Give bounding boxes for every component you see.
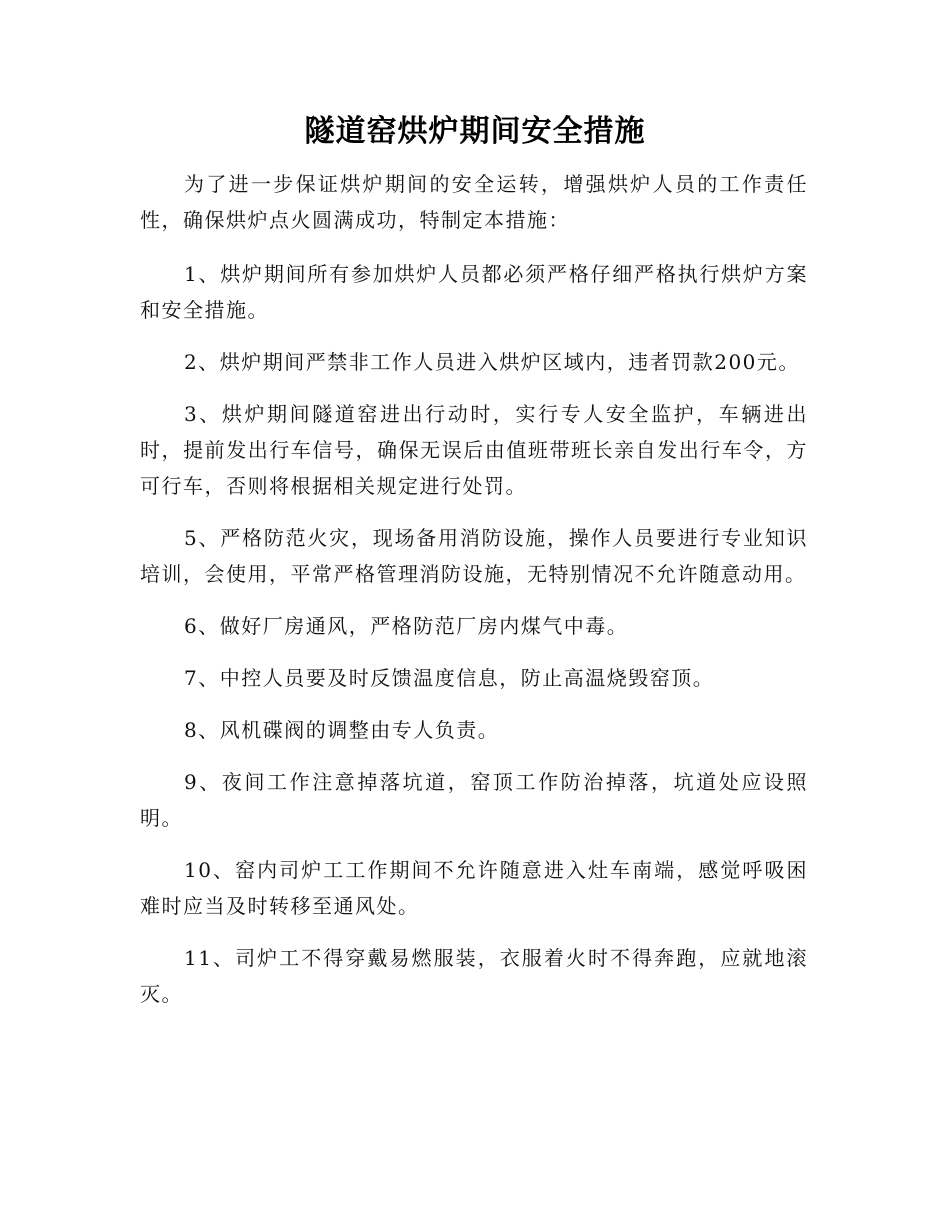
measure-item-1: 1、烘炉期间所有参加烘炉人员都必须严格仔细严格执行烘炉方案和安全措施。	[140, 262, 808, 322]
measure-item-10: 10、窑内司炉工工作期间不允许随意进入灶车南端，感觉呼吸困难时应当及时转移至通风处。	[140, 858, 808, 918]
intro-paragraph: 为了进一步保证烘炉期间的安全运转，增强烘炉人员的工作责任性，确保烘炉点火圆满成功，特制定本措施：	[140, 172, 808, 232]
measure-item-11: 11、司炉工不得穿戴易燃服装，衣服着火时不得奔跑，应就地滚灭。	[140, 946, 808, 1006]
measure-item-5: 5、严格防范火灾，现场备用消防设施，操作人员要进行专业知识培训，会使用，平常严格管理消防设施，无特别情况不允许随意动用。	[140, 526, 808, 586]
document-title: 隧道窑烘炉期间安全措施	[304, 114, 646, 149]
measure-item-7: 7、中控人员要及时反馈温度信息，防止高温烧毁窑顶。	[184, 666, 715, 690]
measure-item-8: 8、风机碟阀的调整由专人负责。	[184, 718, 500, 742]
measure-item-6: 6、做好厂房通风，严格防范厂房内煤气中毒。	[184, 614, 629, 638]
measure-item-3: 3、烘炉期间隧道窑进出行动时，实行专人安全监护，车辆进出时，提前发出行车信号，确保无误后由值班带班长亲自发出行车令，方可行车，否则将根据相关规定进行处罚。	[140, 402, 808, 498]
document-body	[140, 166, 808, 1028]
measure-item-2: 2、烘炉期间严禁非工作人员进入烘炉区域内，违者罚款200元。	[184, 350, 800, 374]
measure-item-9: 9、夜间工作注意掉落坑道，窑顶工作防治掉落，坑道处应设照明。	[140, 770, 808, 830]
